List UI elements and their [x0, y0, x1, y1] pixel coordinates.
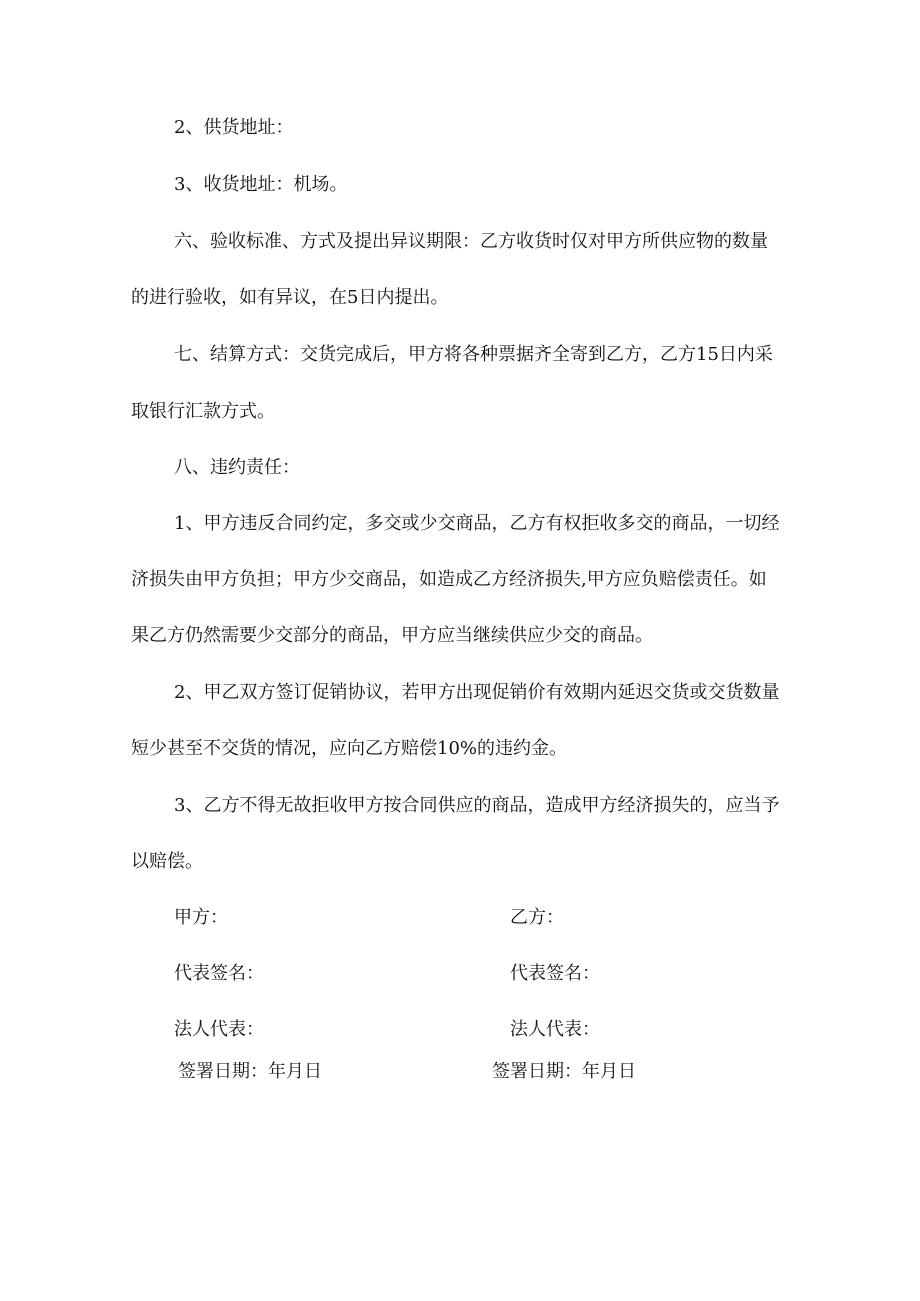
section8-item1-line2: 济损失由甲方负担；甲方少交商品，如造成乙方经济损失,甲方应负赔偿责任。如 — [131, 569, 767, 590]
party-b-legal-rep: 法人代表： — [510, 1019, 600, 1040]
section8-item3-line1: 3、乙方不得无故拒收甲方按合同供应的商品，造成甲方经济损失的，应当予 — [174, 795, 780, 816]
section6-line1: 六、验收标准、方式及提出异议期限：乙方收货时仅对甲方所供应物的数量 — [174, 231, 768, 252]
delivery-address-line: 3、收货地址：机场。 — [174, 174, 348, 195]
party-b-label: 乙方： — [510, 907, 564, 928]
party-b-sign-date: 签署日期：年月日 — [492, 1061, 636, 1082]
section8-item3-line2: 以赔偿。 — [131, 851, 203, 872]
section8-heading: 八、违约责任： — [174, 457, 300, 478]
section8-item2-line2: 短少甚至不交货的情况，应向乙方赔偿10%的违约金。 — [131, 738, 568, 759]
section7-line1: 七、结算方式：交货完成后，甲方将各种票据齐全寄到乙方，乙方15日内采 — [174, 344, 773, 365]
section8-item2-line1: 2、甲乙双方签订促销协议，若甲方出现促销价有效期内延迟交货或交货数量 — [174, 682, 780, 703]
section8-item1-line1: 1、甲方违反合同约定，多交或少交商品，乙方有权拒收多交的商品，一切经 — [174, 513, 780, 534]
party-a-rep-sign: 代表签名： — [174, 963, 264, 984]
section8-item1-line3: 果乙方仍然需要少交部分的商品，甲方应当继续供应少交的商品。 — [131, 625, 653, 646]
party-a-label: 甲方： — [174, 907, 228, 928]
section6-line2: 的进行验收，如有异议，在5日内提出。 — [131, 287, 449, 308]
party-a-sign-date: 签署日期：年月日 — [178, 1061, 322, 1082]
party-b-rep-sign: 代表签名： — [510, 963, 600, 984]
party-a-legal-rep: 法人代表： — [174, 1019, 264, 1040]
section7-line2: 取银行汇款方式。 — [131, 401, 275, 422]
supply-address-line: 2、供货地址： — [174, 117, 294, 138]
